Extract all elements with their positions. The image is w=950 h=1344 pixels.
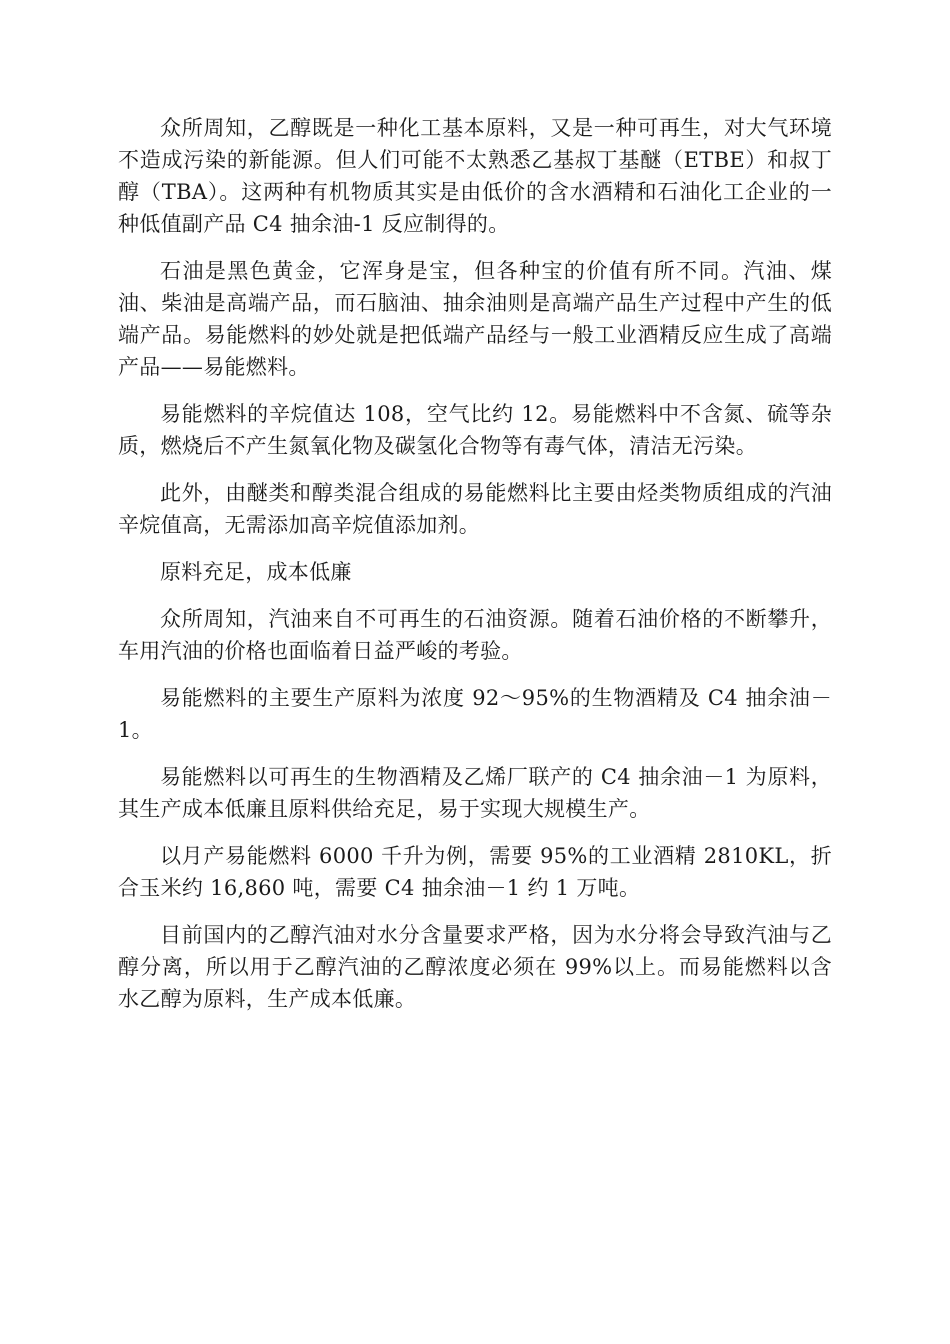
paragraph-3: 易能燃料的辛烷值达 108，空气比约 12。易能燃料中不含氮、硫等杂质，燃烧后不产生氮氧化物及碳氢化合物等有毒气体，清洁无污染。	[118, 402, 832, 458]
paragraph-6: 众所周知，汽油来自不可再生的石油资源。随着石油价格的不断攀升，车用汽油的价格也面临着日益严峻的考验。	[118, 607, 832, 663]
paragraph-9: 以月产易能燃料 6000 千升为例，需要 95%的工业酒精 2810KL，折合玉米约 16,860 吨，需要 C4 抽余油－1 约 1 万吨。	[118, 844, 832, 900]
paragraph-2: 石油是黑色黄金，它浑身是宝，但各种宝的价值有所不同。汽油、煤油、柴油是高端产品，而石脑油、抽余油则是高端产品生产过程中产生的低端产品。易能燃料的妙处就是把低端产品经与一般工业酒精反应生成了高端产品——易能燃料。	[118, 259, 832, 379]
paragraph-8: 易能燃料以可再生的生物酒精及乙烯厂联产的 C4 抽余油－1 为原料，其生产成本低廉且原料供给充足，易于实现大规模生产。	[118, 765, 832, 821]
paragraph-7: 易能燃料的主要生产原料为浓度 92～95%的生物酒精及 C4 抽余油－1。	[118, 686, 832, 742]
paragraph-4: 此外，由醚类和醇类混合组成的易能燃料比主要由烃类物质组成的汽油辛烷值高，无需添加高辛烷值添加剂。	[118, 481, 832, 537]
paragraph-1: 众所周知，乙醇既是一种化工基本原料，又是一种可再生，对大气环境不造成污染的新能源。但人们可能不太熟悉乙基叔丁基醚（ETBE）和叔丁醇（TBA）。这两种有机物质其实是由低价的含水酒精和石油化工企业的一种低值副产品 C4 抽余油-1 反应制得的。	[118, 116, 832, 236]
section-heading: 原料充足，成本低廉	[160, 560, 352, 584]
paragraph-10: 目前国内的乙醇汽油对水分含量要求严格，因为水分将会导致汽油与乙醇分离，所以用于乙醇汽油的乙醇浓度必须在 99%以上。而易能燃料以含水乙醇为原料，生产成本低廉。	[118, 923, 832, 1011]
document-body	[118, 112, 832, 1030]
